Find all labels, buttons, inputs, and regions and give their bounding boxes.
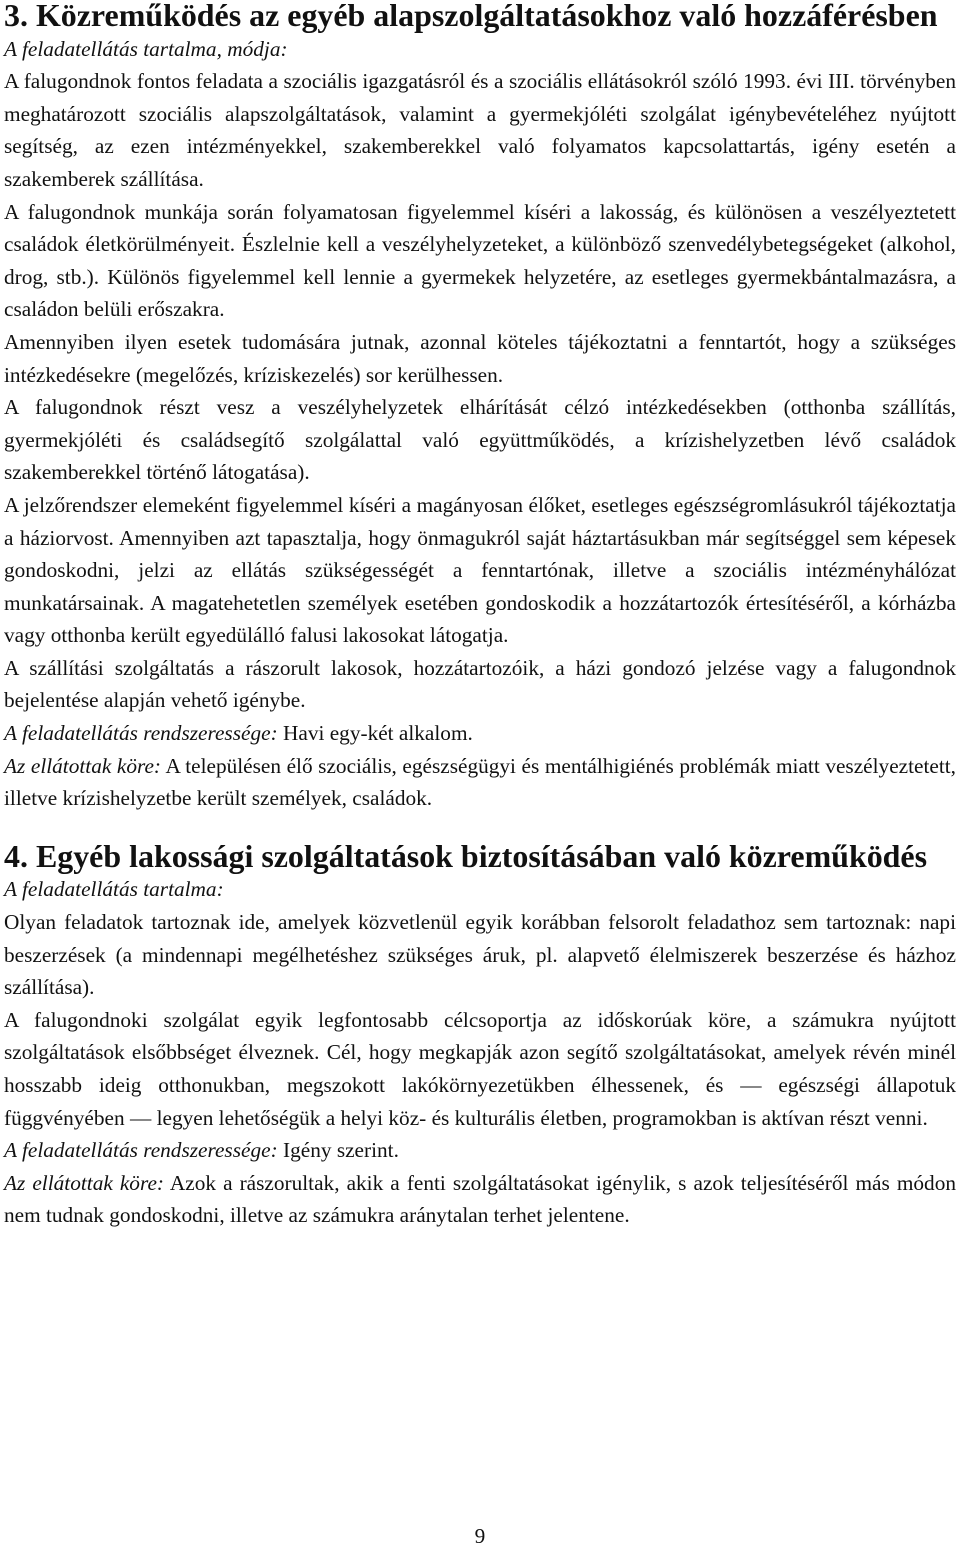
section-4-content-label: A feladatellátás tartalma:: [4, 877, 224, 902]
section-3: [4, 0, 956, 815]
section-3-heading: 3. Közreműködés az egyéb alapszolgáltatásokhoz való hozzáférésben: [4, 0, 938, 33]
section-3-content-label: A feladatellátás tartalma, módja:: [4, 36, 288, 61]
section-3-paragraph: Amennyiben ilyen esetek tudomására jutnak, azonnal köteles tájékoztatni a fenntartót, hogy a szükséges intézkedésekre (megelőzés, kríziskezelés) sor kerülhessen.: [4, 329, 956, 387]
section-4-recipients: [4, 1167, 956, 1232]
section-3-recipients: [4, 750, 956, 815]
section-3-paragraph: A szállítási szolgáltatás a rászorult lakosok, hozzátartozóik, a házi gondozó jelzése vagy a falugondnok bejelentése alapján vehető igénybe.: [4, 655, 956, 713]
section-4-frequency-label: A feladatellátás rendszeressége:: [4, 1138, 278, 1163]
page-number: 9: [474, 1524, 486, 1548]
section-3-paragraph: A falugondnok fontos feladata a szociális igazgatásról és a szociális ellátásokról szóló 1993. évi III. törvényben meghatározott szociális alapszolgáltatások, valamint a gyermekjóléti szolgálat igénybevételéhez nyújtott segítség, az ezen intézményekkel, szakemberekkel való folyamatos kapcsolattartás, igény esetén a szakemberek szállítása.: [4, 69, 956, 191]
section-3-frequency-label: A feladatellátás rendszeressége:: [4, 721, 278, 746]
section-4-heading: 4. Egyéb lakossági szolgáltatások biztosításában való közreműködés: [4, 838, 928, 874]
section-3-recipients-value: A településen élő szociális, egészségügyi és mentálhigiénés problémák miatt veszélyeztetett, illetve krízishelyzetbe került személyek, családok.: [4, 753, 956, 811]
section-4-frequency: [4, 1134, 956, 1167]
document-page: [4, 0, 956, 1232]
section-4: [4, 838, 956, 1232]
section-3-paragraph: A falugondnok részt vesz a veszélyhelyzetek elhárítását célzó intézkedésekben (otthonba szállítás, gyermekjóléti és családsegítő szolgálattal való együttműködés, a krízishelyzetben lévő családok szakemberekkel történő látogatása).: [4, 395, 956, 485]
section-3-recipients-label: Az ellátottak köre:: [4, 753, 162, 778]
section-4-paragraph: A falugondnoki szolgálat egyik legfontosabb célcsoportja az időskorúak köre, a számukra nyújtott szolgáltatások elsőbbséget élveznek. Cél, hogy megkapják azon segítő szolgáltatásokat, amelyek révén minél hosszabb ideig otthonukban, megszokott lakókörnyezetükben élhessenek, és — egészségi állapotuk függvényében — legyen lehetőségük a helyi köz- és kulturális életben, programokban is aktívan részt venni.: [4, 1007, 956, 1130]
section-3-paragraph: A jelzőrendszer elemeként figyelemmel kíséri a magányosan élőket, esetleges egészségromlásukról tájékoztatja a háziorvost. Amennyiben azt tapasztalja, hogy önmagukról saját háztartásukban már segítséggel sem képesek gondoskodni, jelzi az ellátás szükségességét a fenntartónak, illetve a szociális intézményhálózat munkatársainak. A magatehetetlen személyek esetében gondoskodik a hozzátartozók értesítéséről, a kórházba vagy otthonba került egyedülálló falusi lakosokat látogatja.: [4, 492, 956, 648]
section-4-paragraph: Olyan feladatok tartoznak ide, amelyek közvetlenül egyik korábban felsorolt feladathoz sem tartoznak: napi beszerzések (a mindennapi megélhetéshez szükséges áruk, pl. alapvető élelmiszerek beszerzése és házhoz szállítása).: [4, 910, 956, 1000]
section-4-recipients-label: Az ellátottak köre:: [4, 1170, 164, 1195]
section-3-frequency-value: Havi egy-két alkalom.: [283, 721, 473, 746]
section-3-paragraph: A falugondnok munkája során folyamatosan figyelemmel kíséri a lakosság, és különösen a veszélyeztetett családok életkörülményeit. Észlelnie kell a veszélyhelyzeteket, a különböző szenvedélybetegségeket (alkohol, drog, stb.). Különös figyelemmel kell lennie a gyermekek helyzetére, az esetleges gyermekbántalmazásra, a családon belüli erőszakra.: [4, 199, 956, 322]
section-4-frequency-value: Igény szerint.: [283, 1138, 399, 1163]
section-3-frequency: [4, 717, 956, 750]
section-4-recipients-value: Azok a rászorultak, akik a fenti szolgáltatásokat igénylik, s azok teljesítéséről más módon nem tudnak gondoskodni, illetve az számukra aránytalan terhet jelentene.: [4, 1170, 956, 1228]
